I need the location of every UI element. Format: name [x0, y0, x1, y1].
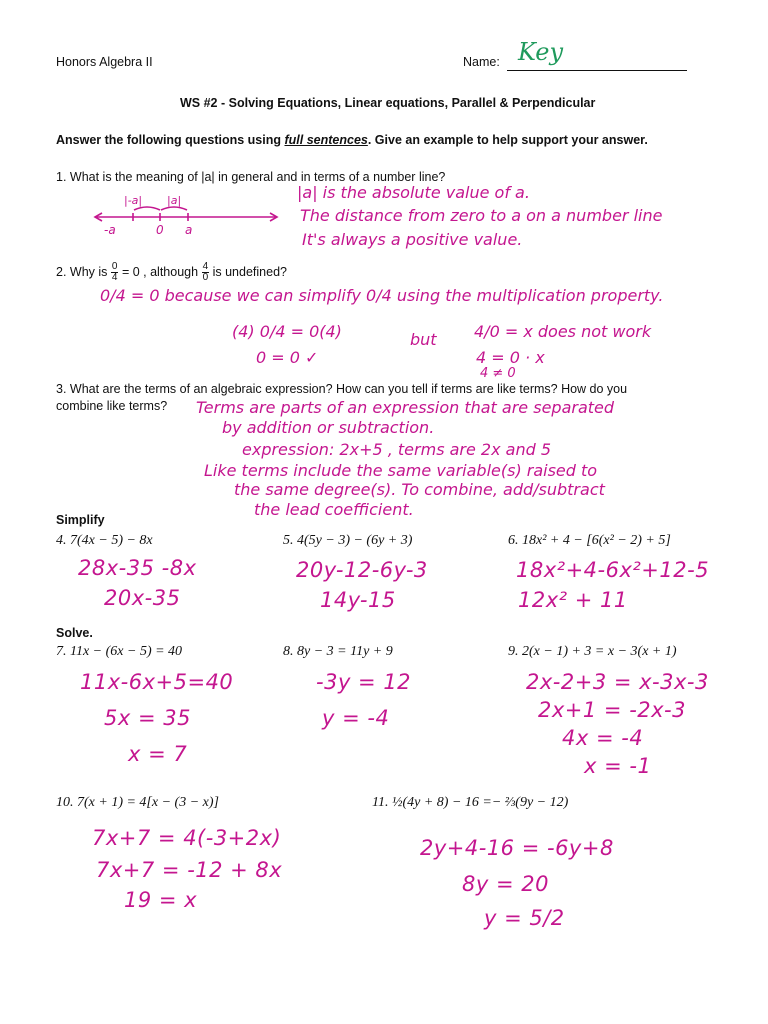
q3-answer-line-1: Terms are parts of an expression that are separated	[196, 398, 615, 417]
problem-9-work-2: 2x+1 = -2x-3	[538, 698, 686, 722]
number-line-diagram	[90, 192, 280, 238]
problem-6-work-1: 18x²+4-6x²+12-5	[516, 558, 710, 582]
q2-mid: , although	[143, 264, 199, 279]
problem-9-prompt: 9. 2(x − 1) + 3 = x − 3(x + 1)	[508, 644, 677, 659]
q2-work-left-1: (4) 0/4 = 0(4)	[232, 322, 342, 341]
course-title: Honors Algebra II	[56, 55, 153, 69]
problem-4-work-1: 28x-35 -8x	[78, 556, 197, 580]
frac2-num: 4	[202, 261, 209, 272]
q1-answer-line-3: It's always a positive value.	[302, 230, 523, 249]
problem-5-work-2: 14y-15	[320, 588, 396, 612]
problem-10-work-3: 19 = x	[124, 888, 198, 912]
instructions	[56, 133, 648, 147]
q2-answer-line: 0/4 = 0 because we can simplify 0/4 using the multiplication property.	[100, 286, 664, 305]
q2-question	[56, 262, 287, 283]
q2-fraction-four-over-zero	[202, 262, 210, 283]
problem-8-work-1: -3y = 12	[316, 670, 412, 694]
name-label: Name:	[463, 55, 500, 69]
q3-question-line-2: combine like terms?	[56, 399, 168, 413]
q3-answer-line-5: the same degree(s). To combine, add/subtract	[234, 480, 605, 499]
problem-10-work-1: 7x+7 = 4(-3+2x)	[92, 826, 282, 850]
q2-work-right-1: 4/0 = x does not work	[474, 322, 652, 341]
problem-11-work-3: y = 5/2	[484, 906, 565, 930]
q3-answer-line-6: the lead coefficient.	[254, 500, 414, 519]
problem-5-prompt: 5. 4(5y − 3) − (6y + 3)	[283, 533, 413, 548]
problem-10-work-2: 7x+7 = -12 + 8x	[96, 858, 283, 882]
problem-7-work-2: 5x = 35	[104, 706, 191, 730]
problem-8-work-2: y = -4	[322, 706, 390, 730]
q2-work-left-2: 0 = 0 ✓	[256, 348, 319, 367]
instructions-after: . Give an example to help support your answer.	[367, 133, 648, 147]
problem-7-work-3: x = 7	[128, 742, 188, 766]
numberline-label-zero: 0	[156, 223, 164, 237]
q3-answer-line-2: by addition or subtraction.	[222, 418, 435, 437]
frac1-den: 4	[111, 272, 118, 283]
problem-8-prompt: 8. 8y − 3 = 11y + 9	[283, 644, 393, 659]
problem-9-work-4: x = -1	[584, 754, 652, 778]
q2-prefix: 2. Why is	[56, 264, 108, 279]
name-answer: Key	[518, 38, 564, 66]
numberline-label-neg-a: -a	[104, 223, 116, 237]
frac1-num: 0	[111, 261, 118, 272]
simplify-heading: Simplify	[56, 513, 105, 527]
q2-eq-zero: = 0	[121, 264, 140, 279]
problem-6-work-2: 12x² + 11	[518, 588, 628, 612]
q2-but: but	[410, 330, 437, 349]
q2-suffix: is undefined?	[212, 264, 287, 279]
problem-4-work-2: 20x-35	[104, 586, 181, 610]
problem-11-prompt: 11. ½(4y + 8) − 16 =− ⅔(9y − 12)	[372, 795, 569, 810]
problem-7-prompt: 7. 11x − (6x − 5) = 40	[56, 644, 183, 659]
problem-9-work-1: 2x-2+3 = x-3x-3	[526, 670, 709, 694]
q1-question: 1. What is the meaning of |a| in general and in terms of a number line?	[56, 170, 446, 184]
q2-fraction-zero-over-four	[111, 262, 119, 283]
problem-9-work-3: 4x = -4	[562, 726, 644, 750]
q3-answer-line-3: expression: 2x+5 , terms are 2x and 5	[242, 440, 552, 459]
worksheet-title: WS #2 - Solving Equations, Linear equations, Parallel & Perpendicular	[180, 96, 596, 110]
q1-answer-line-1: |a| is the absolute value of a.	[297, 183, 530, 202]
problem-7-work-1: 11x-6x+5=40	[80, 670, 234, 694]
numberline-label-a: a	[185, 223, 193, 237]
problem-6-prompt: 6. 18x² + 4 − [6(x² − 2) + 5]	[508, 533, 671, 548]
instructions-before: Answer the following questions using	[56, 133, 285, 147]
problem-10-prompt: 10. 7(x + 1) = 4[x − (3 − x)]	[56, 795, 219, 810]
frac2-den: 0	[202, 272, 209, 283]
q3-question-line-1: 3. What are the terms of an algebraic expression? How can you tell if terms are like terms? How do you	[56, 382, 628, 396]
problem-4-prompt: 4. 7(4x − 5) − 8x	[56, 533, 153, 548]
problem-11-work-1: 2y+4-16 = -6y+8	[420, 836, 614, 860]
q1-answer-line-2: The distance from zero to a on a number line	[300, 206, 663, 225]
numberline-label-abs-neg: |-a|	[124, 194, 143, 207]
name-underline	[507, 70, 687, 71]
solve-heading: Solve.	[56, 626, 93, 640]
q3-answer-line-4: Like terms include the same variable(s) raised to	[204, 461, 598, 480]
problem-11-work-2: 8y = 20	[462, 872, 549, 896]
q2-work-right-2: 4 = 0 · x	[476, 348, 545, 367]
problem-5-work-1: 20y-12-6y-3	[296, 558, 428, 582]
numberline-label-abs: |a|	[167, 194, 182, 207]
q2-work-right-3: 4 ≠ 0	[480, 366, 516, 381]
instructions-emphasis: full sentences	[284, 133, 368, 147]
